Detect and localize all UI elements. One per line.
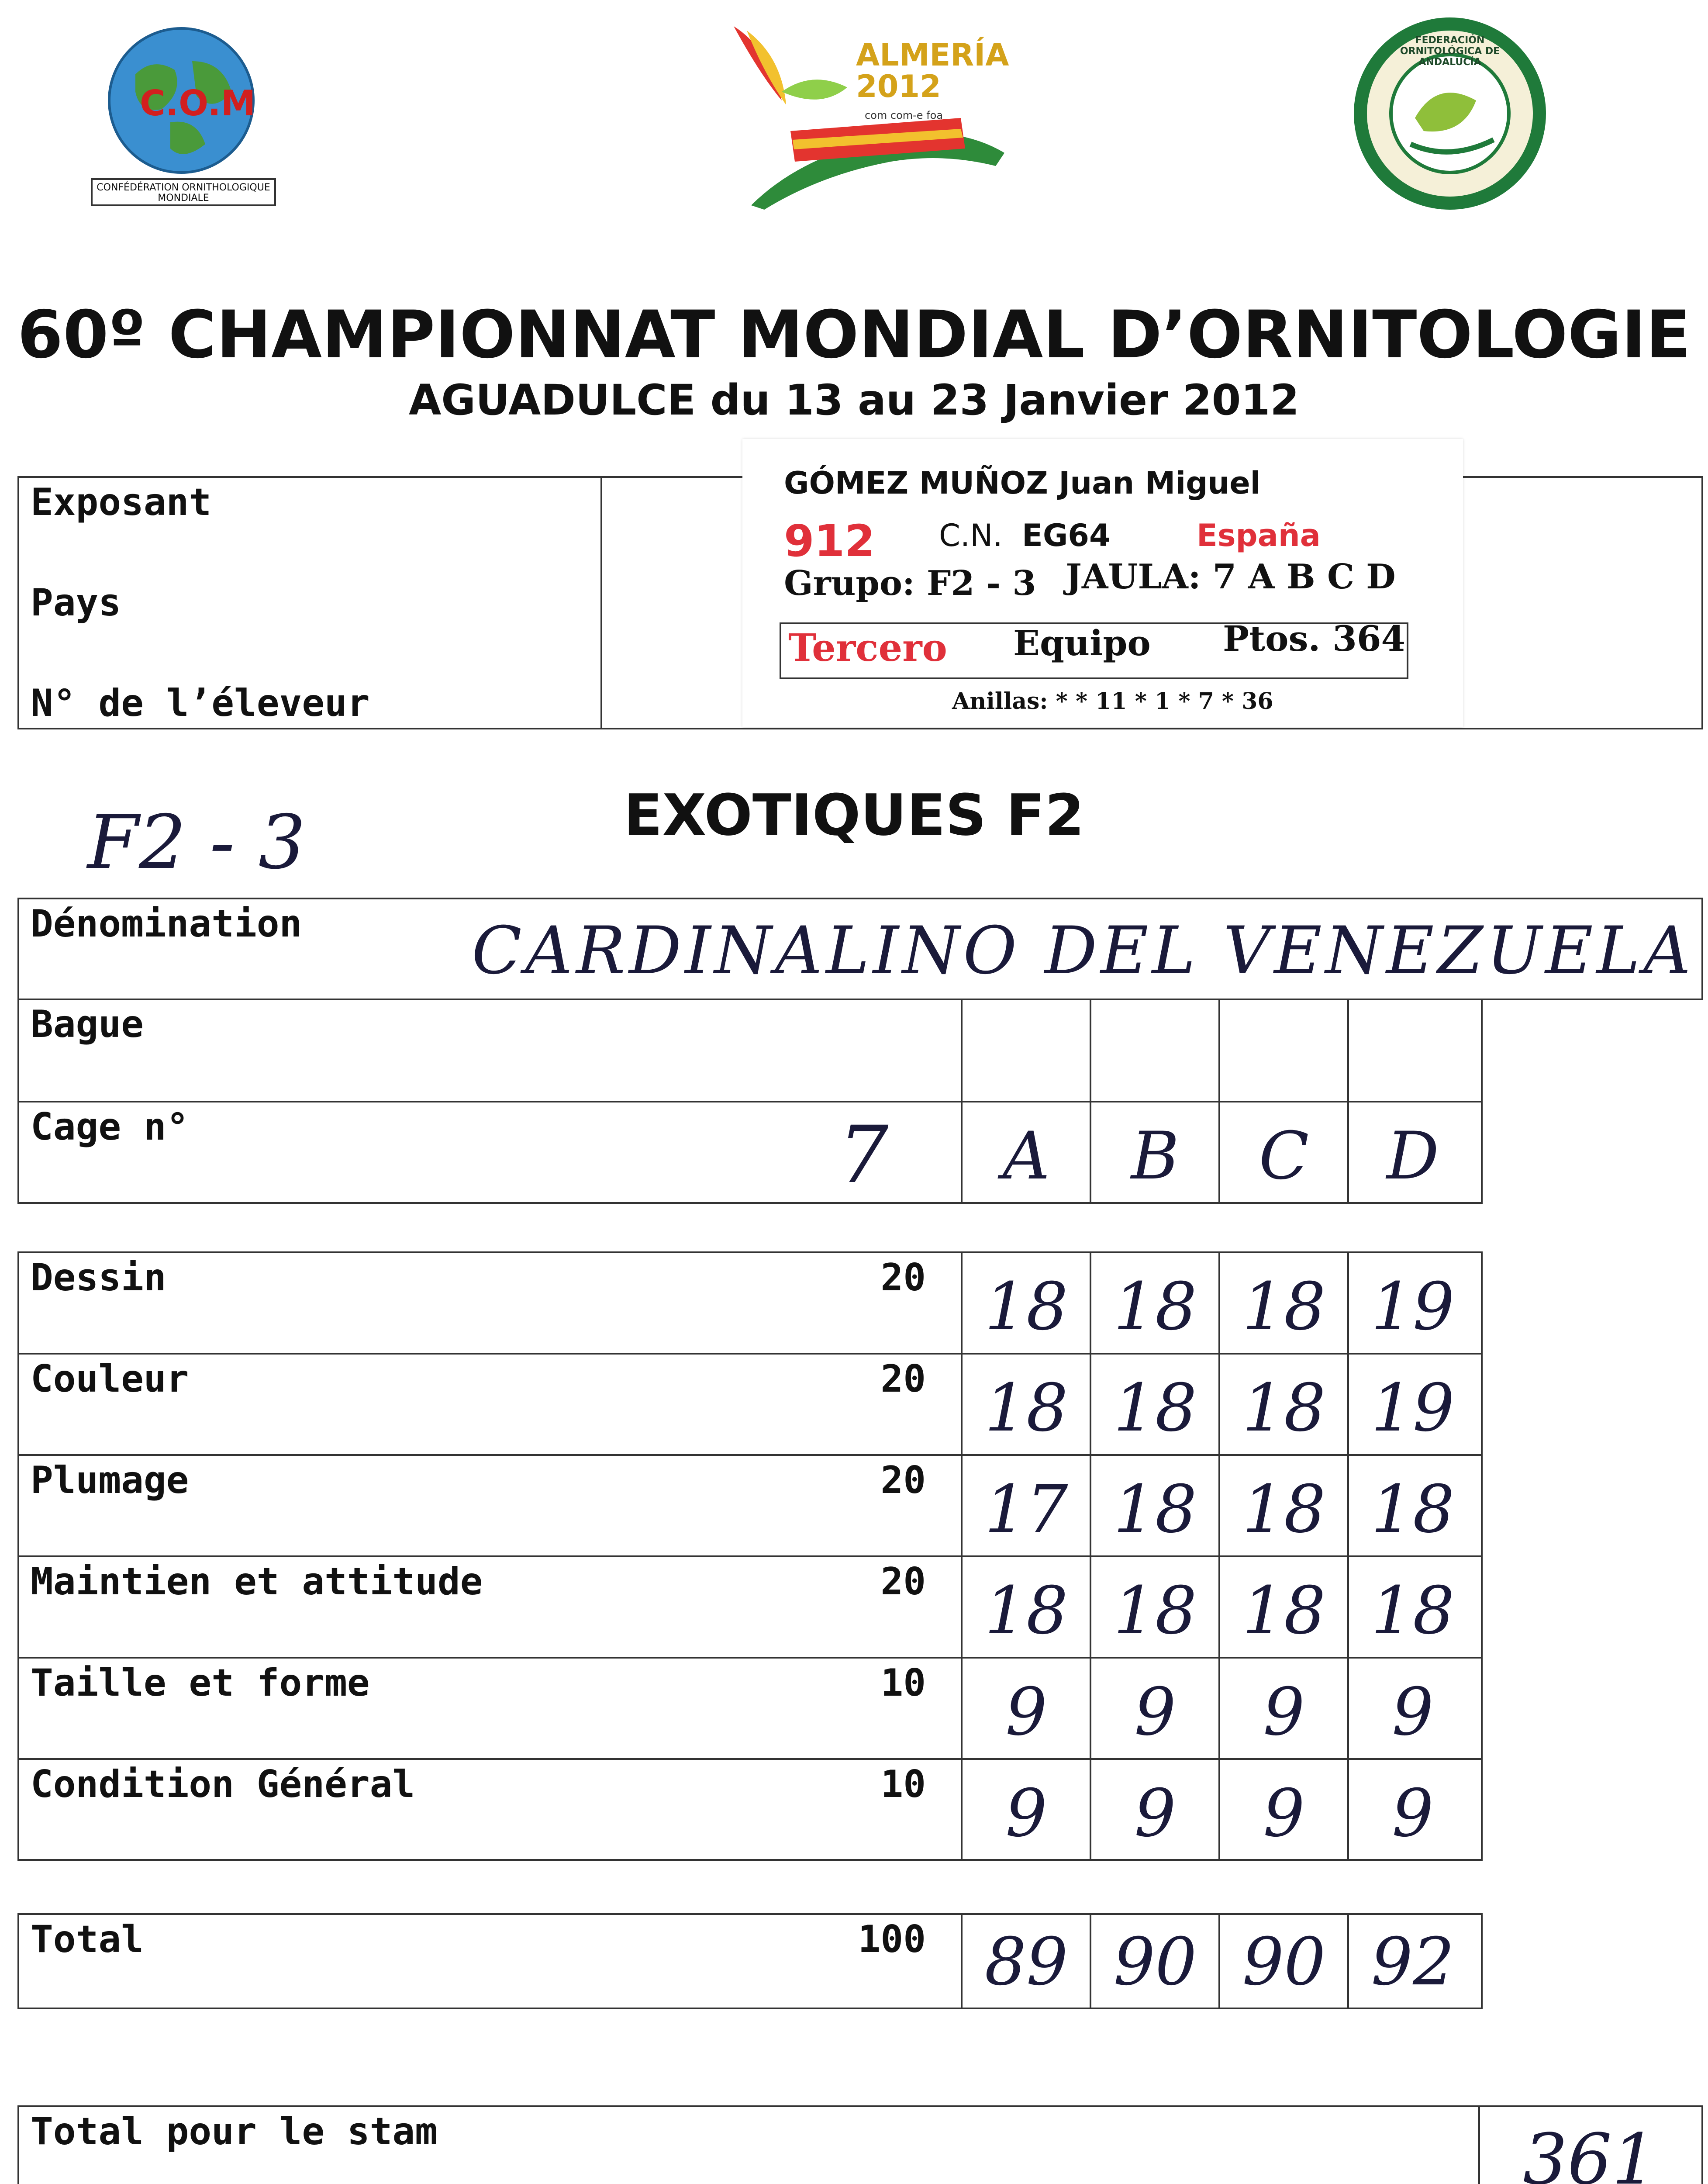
sticker-name: GÓMEZ MUÑOZ Juan Miguel bbox=[784, 465, 1261, 501]
total-score-d: 92 bbox=[1371, 1924, 1455, 2000]
sticker-anillas: Anillas: * * 11 * 1 * 7 * 36 bbox=[952, 688, 1273, 715]
exhibitor-sticker bbox=[742, 439, 1463, 727]
criterion-label-taille: Taille et forme bbox=[31, 1661, 370, 1705]
score-taille-b: 9 bbox=[1134, 1674, 1176, 1750]
sticker-equipo: Equipo bbox=[1013, 622, 1151, 663]
score-maintien-a: 18 bbox=[984, 1573, 1068, 1649]
section-title: EXOTIQUES F2 bbox=[624, 782, 1084, 848]
stam-label: Total pour le stam bbox=[31, 2110, 438, 2153]
criterion-max-plumage: 20 bbox=[880, 1458, 926, 1502]
eleveur-label: N° de l’éleveur bbox=[31, 681, 370, 725]
criterion-max-couleur: 20 bbox=[880, 1357, 926, 1401]
score-maintien-b: 18 bbox=[1113, 1573, 1197, 1649]
score-condition-d: 9 bbox=[1392, 1776, 1434, 1852]
pays-label: Pays bbox=[31, 581, 121, 625]
total-max: 100 bbox=[858, 1918, 926, 1961]
criteria-row-line bbox=[17, 1454, 1483, 1456]
score-plumage-a: 17 bbox=[984, 1472, 1068, 1548]
criteria-row-line bbox=[17, 1353, 1483, 1355]
score-plumage-c: 18 bbox=[1242, 1472, 1326, 1548]
score-couleur-b: 18 bbox=[1113, 1370, 1197, 1446]
criterion-max-taille: 10 bbox=[880, 1661, 926, 1705]
bague-cage-divider bbox=[17, 1101, 1483, 1102]
cage-label: Cage n° bbox=[31, 1105, 189, 1149]
total-score-b: 90 bbox=[1113, 1924, 1197, 2000]
criteria-row-line bbox=[17, 1555, 1483, 1557]
foa-logo-text: FEDERACIÓN ORNITOLÓGICA DE ANDALUCÍA bbox=[1400, 35, 1500, 68]
score-maintien-d: 18 bbox=[1371, 1573, 1455, 1649]
sticker-ptos: Ptos. 364 bbox=[1223, 618, 1406, 659]
score-dessin-c: 18 bbox=[1242, 1269, 1326, 1345]
sticker-cn-value: EG64 bbox=[1022, 518, 1111, 553]
criterion-label-maintien: Maintien et attitude bbox=[31, 1560, 483, 1603]
score-plumage-b: 18 bbox=[1113, 1472, 1197, 1548]
sticker-grupo: Grupo: F2 - 3 bbox=[784, 563, 1036, 603]
denomination-value: CARDINALINO DEL VENEZUELA bbox=[472, 913, 1694, 989]
page-title: 60º CHAMPIONNAT MONDIAL D’ORNITOLOGIE bbox=[17, 297, 1691, 373]
cage-letter-b: B bbox=[1131, 1118, 1180, 1194]
criteria-row-line bbox=[17, 1758, 1483, 1760]
criterion-max-condition: 10 bbox=[880, 1762, 926, 1806]
foa-logo bbox=[1349, 13, 1550, 214]
total-score-c: 90 bbox=[1242, 1924, 1326, 2000]
cage-letter-a: A bbox=[1002, 1118, 1050, 1194]
score-plumage-d: 18 bbox=[1371, 1472, 1455, 1548]
exposant-label: Exposant bbox=[31, 480, 212, 524]
page-subtitle: AGUADULCE du 13 au 23 Janvier 2012 bbox=[408, 376, 1300, 425]
score-condition-c: 9 bbox=[1263, 1776, 1305, 1852]
criterion-label-dessin: Dessin bbox=[31, 1256, 166, 1299]
com-logo-text: C.O.M bbox=[140, 83, 256, 124]
handwritten-group: F2 - 3 bbox=[87, 799, 306, 886]
total-score-a: 89 bbox=[984, 1924, 1068, 2000]
score-maintien-c: 18 bbox=[1242, 1573, 1326, 1649]
criterion-max-dessin: 20 bbox=[880, 1256, 926, 1299]
exhibitor-divider bbox=[600, 476, 602, 729]
summary-value-column bbox=[1478, 2105, 1480, 2184]
stam-value: 361 bbox=[1523, 2118, 1656, 2184]
almeria-logo-subtext: com com-e foa bbox=[865, 109, 943, 121]
sticker-number: 912 bbox=[784, 515, 875, 567]
com-logo bbox=[83, 22, 284, 214]
sticker-country: España bbox=[1197, 518, 1321, 553]
score-taille-a: 9 bbox=[1005, 1674, 1047, 1750]
score-condition-a: 9 bbox=[1005, 1776, 1047, 1852]
total-label: Total bbox=[31, 1918, 144, 1961]
criterion-max-maintien: 20 bbox=[880, 1560, 926, 1603]
score-couleur-a: 18 bbox=[984, 1370, 1068, 1446]
denomination-label: Dénomination bbox=[31, 902, 302, 946]
sticker-place: Tercero bbox=[788, 626, 947, 670]
score-dessin-a: 18 bbox=[984, 1269, 1068, 1345]
bague-label: Bague bbox=[31, 1002, 144, 1046]
almeria-logo-text: ALMERÍA 2012 bbox=[856, 37, 1009, 104]
cage-letter-d: D bbox=[1386, 1118, 1439, 1194]
criteria-row-line bbox=[17, 1657, 1483, 1659]
sticker-cn-label: C.N. bbox=[939, 518, 1003, 553]
score-dessin-b: 18 bbox=[1113, 1269, 1197, 1345]
criterion-label-couleur: Couleur bbox=[31, 1357, 189, 1401]
score-couleur-c: 18 bbox=[1242, 1370, 1326, 1446]
score-condition-b: 9 bbox=[1134, 1776, 1176, 1852]
criterion-label-condition: Condition Général bbox=[31, 1762, 415, 1806]
sticker-jaula: JAULA: 7 A B C D bbox=[1066, 557, 1396, 597]
cage-letter-c: C bbox=[1259, 1118, 1309, 1194]
com-logo-ribbon: CONFÉDÉRATION ORNITHOLOGIQUE MONDIALE bbox=[97, 182, 270, 204]
score-taille-d: 9 bbox=[1392, 1674, 1434, 1750]
score-taille-c: 9 bbox=[1263, 1674, 1305, 1750]
score-dessin-d: 19 bbox=[1371, 1269, 1455, 1345]
cage-number: 7 bbox=[838, 1109, 889, 1201]
criterion-label-plumage: Plumage bbox=[31, 1458, 189, 1502]
score-couleur-d: 19 bbox=[1371, 1370, 1455, 1446]
almeria-2012-logo bbox=[716, 22, 1013, 214]
